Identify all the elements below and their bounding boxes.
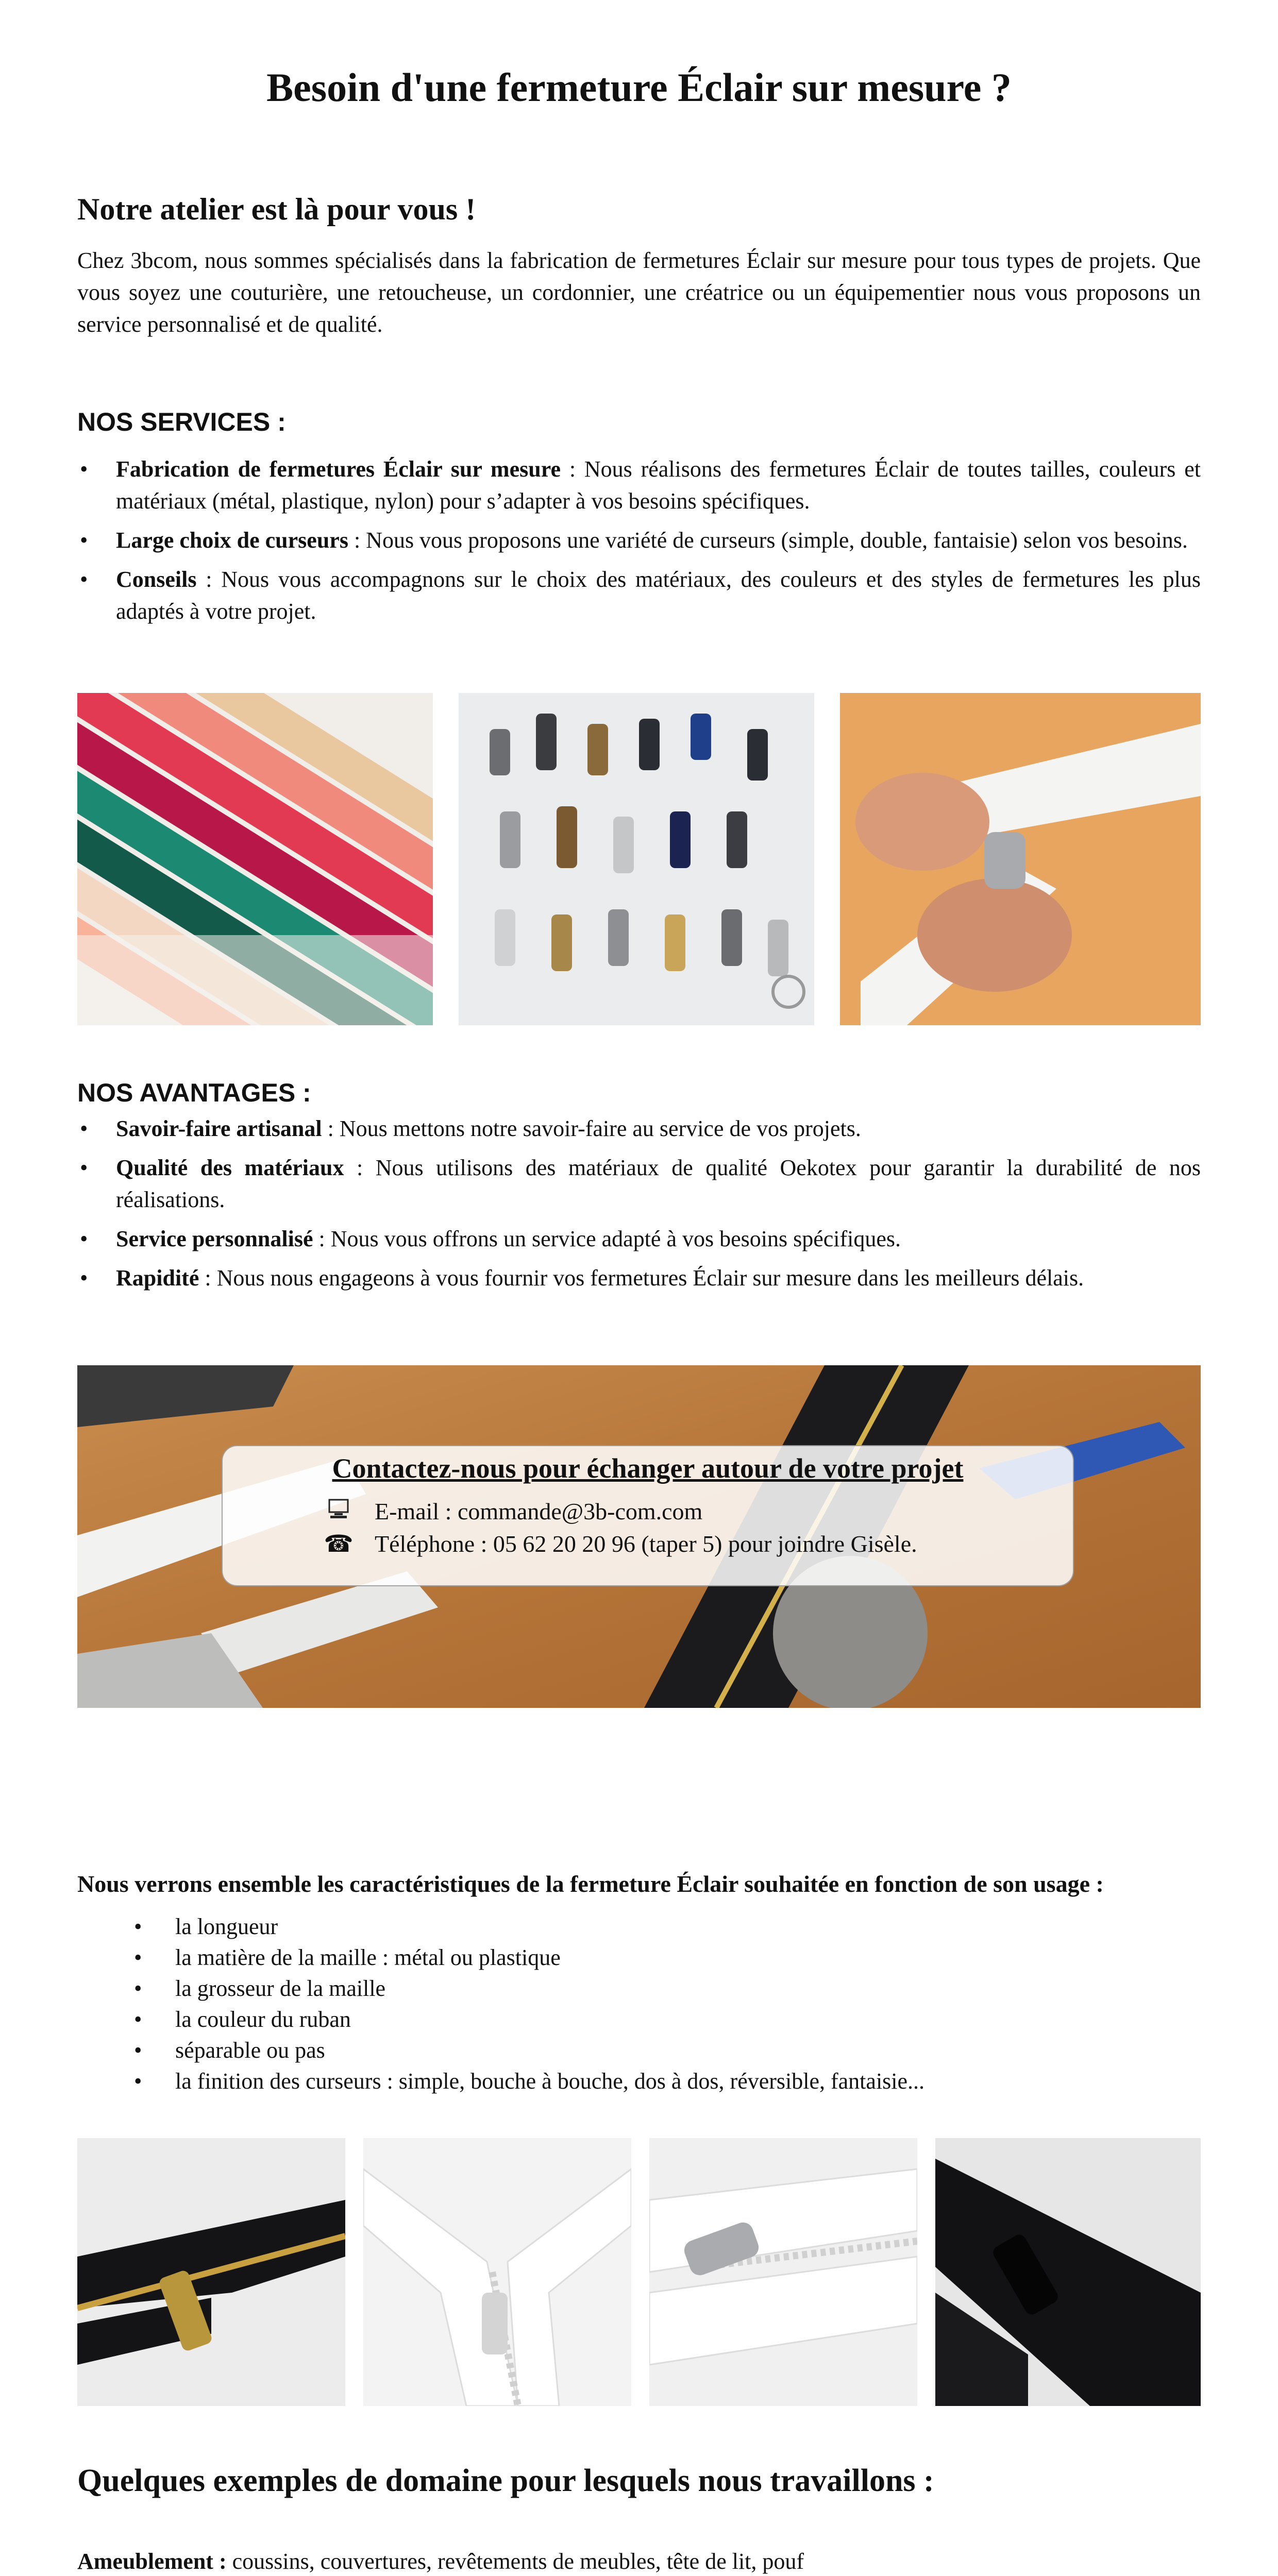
domains-list [77, 2540, 1211, 2576]
advantages-title: NOS AVANTAGES : [77, 1078, 311, 1107]
advantages-list [77, 1113, 1201, 1301]
domains-title: Quelques exemples de domaine pour lesquels nous travaillons : [77, 2463, 934, 2498]
intro-paragraph: Chez 3bcom, nous sommes spécialisés dans la fabrication de fermetures Éclair sur mesure pour tous types de projets. Que vous soyez une couturière, une retoucheuse, un cordonnier, une créatrice ou un équipementier nous vous proposons un service personnalisé et de qualité. [77, 248, 1201, 337]
contact-email-text[interactable]: E-mail : commande@3b-com.com [375, 1498, 703, 1524]
white-zipper-silver-slider-photo [649, 2138, 917, 2406]
characteristics-title: Nous verrons ensemble les caractéristiques de la fermeture Éclair souhaitée en fonction de son usage : [77, 1871, 1104, 1897]
list-item: • Rapidité : Nous nous engageons à vous fournir vos fermetures Éclair sur mesure dans les meilleurs délais. [80, 1265, 1084, 1291]
zipper-tape-colors-photo [77, 693, 433, 1025]
hands-zipper-photo [840, 693, 1201, 1025]
list-item: • séparable ou pas [134, 2038, 325, 2063]
black-metal-zipper-photo [77, 2138, 345, 2406]
list-item: • Large choix de curseurs : Nous vous proposons une variété de curseurs (simple, double, fantaisie) selon vos besoins. [80, 528, 1188, 553]
list-item: Ameublement : coussins, couvertures, revêtements de meubles, tête de lit, pouf [77, 2549, 804, 2574]
list-item: • Service personnalisé : Nous vous offrons un service adapté à vos besoins spécifiques. [80, 1226, 901, 1251]
contact-phone[interactable] [323, 1530, 917, 1557]
list-item: • la couleur du ruban [134, 2007, 351, 2032]
list-item: • Conseils : Nous vous accompagnons sur le choix des matériaux, des couleurs et des styles de fermetures les plus adaptés à votre projet. [80, 567, 1201, 624]
list-item: • Savoir-faire artisanal : Nous mettons notre savoir-faire au service de vos projets. [80, 1116, 861, 1141]
list-item: • Qualité des matériaux : Nous utilisons des matériaux de qualité Oekotex pour garantir la durabilité de nos réalisations. [80, 1155, 1201, 1212]
intro-heading: Notre atelier est là pour vous ! [77, 192, 476, 226]
black-plastic-zipper-photo [935, 2138, 1201, 2406]
telephone-icon: ☎ [324, 1531, 354, 1557]
characteristics-list [113, 1911, 1144, 2097]
services-list [77, 453, 1201, 635]
contact-title: Contactez-nous pour échanger autour de votre projet [332, 1453, 964, 1484]
contact-email[interactable] [323, 1498, 702, 1525]
page-title: Besoin d'une fermeture Éclair sur mesure ? [266, 65, 1012, 110]
list-item: • la grosseur de la maille [134, 1976, 386, 2001]
list-item: • la longueur [134, 1914, 278, 1939]
list-item: • Fabrication de fermetures Éclair sur mesure : Nous réalisons des fermetures Éclair de toutes tailles, couleurs et matériaux (métal, plastique, nylon) pour s’adapter à vos besoins spécifiques. [80, 456, 1201, 514]
list-item: • la finition des curseurs : simple, bouche à bouche, dos à dos, réversible, fantaisie... [134, 2069, 925, 2094]
zipper-sliders-photo [459, 693, 814, 1025]
services-title: NOS SERVICES : [77, 408, 286, 436]
computer-icon [323, 1498, 354, 1525]
contact-box [222, 1445, 1074, 1586]
white-zipper-photo [363, 2138, 631, 2406]
list-item: • la matière de la maille : métal ou plastique [134, 1945, 561, 1970]
contact-phone-text[interactable]: Téléphone : 05 62 20 20 96 (taper 5) pour joindre Gisèle. [375, 1531, 917, 1557]
